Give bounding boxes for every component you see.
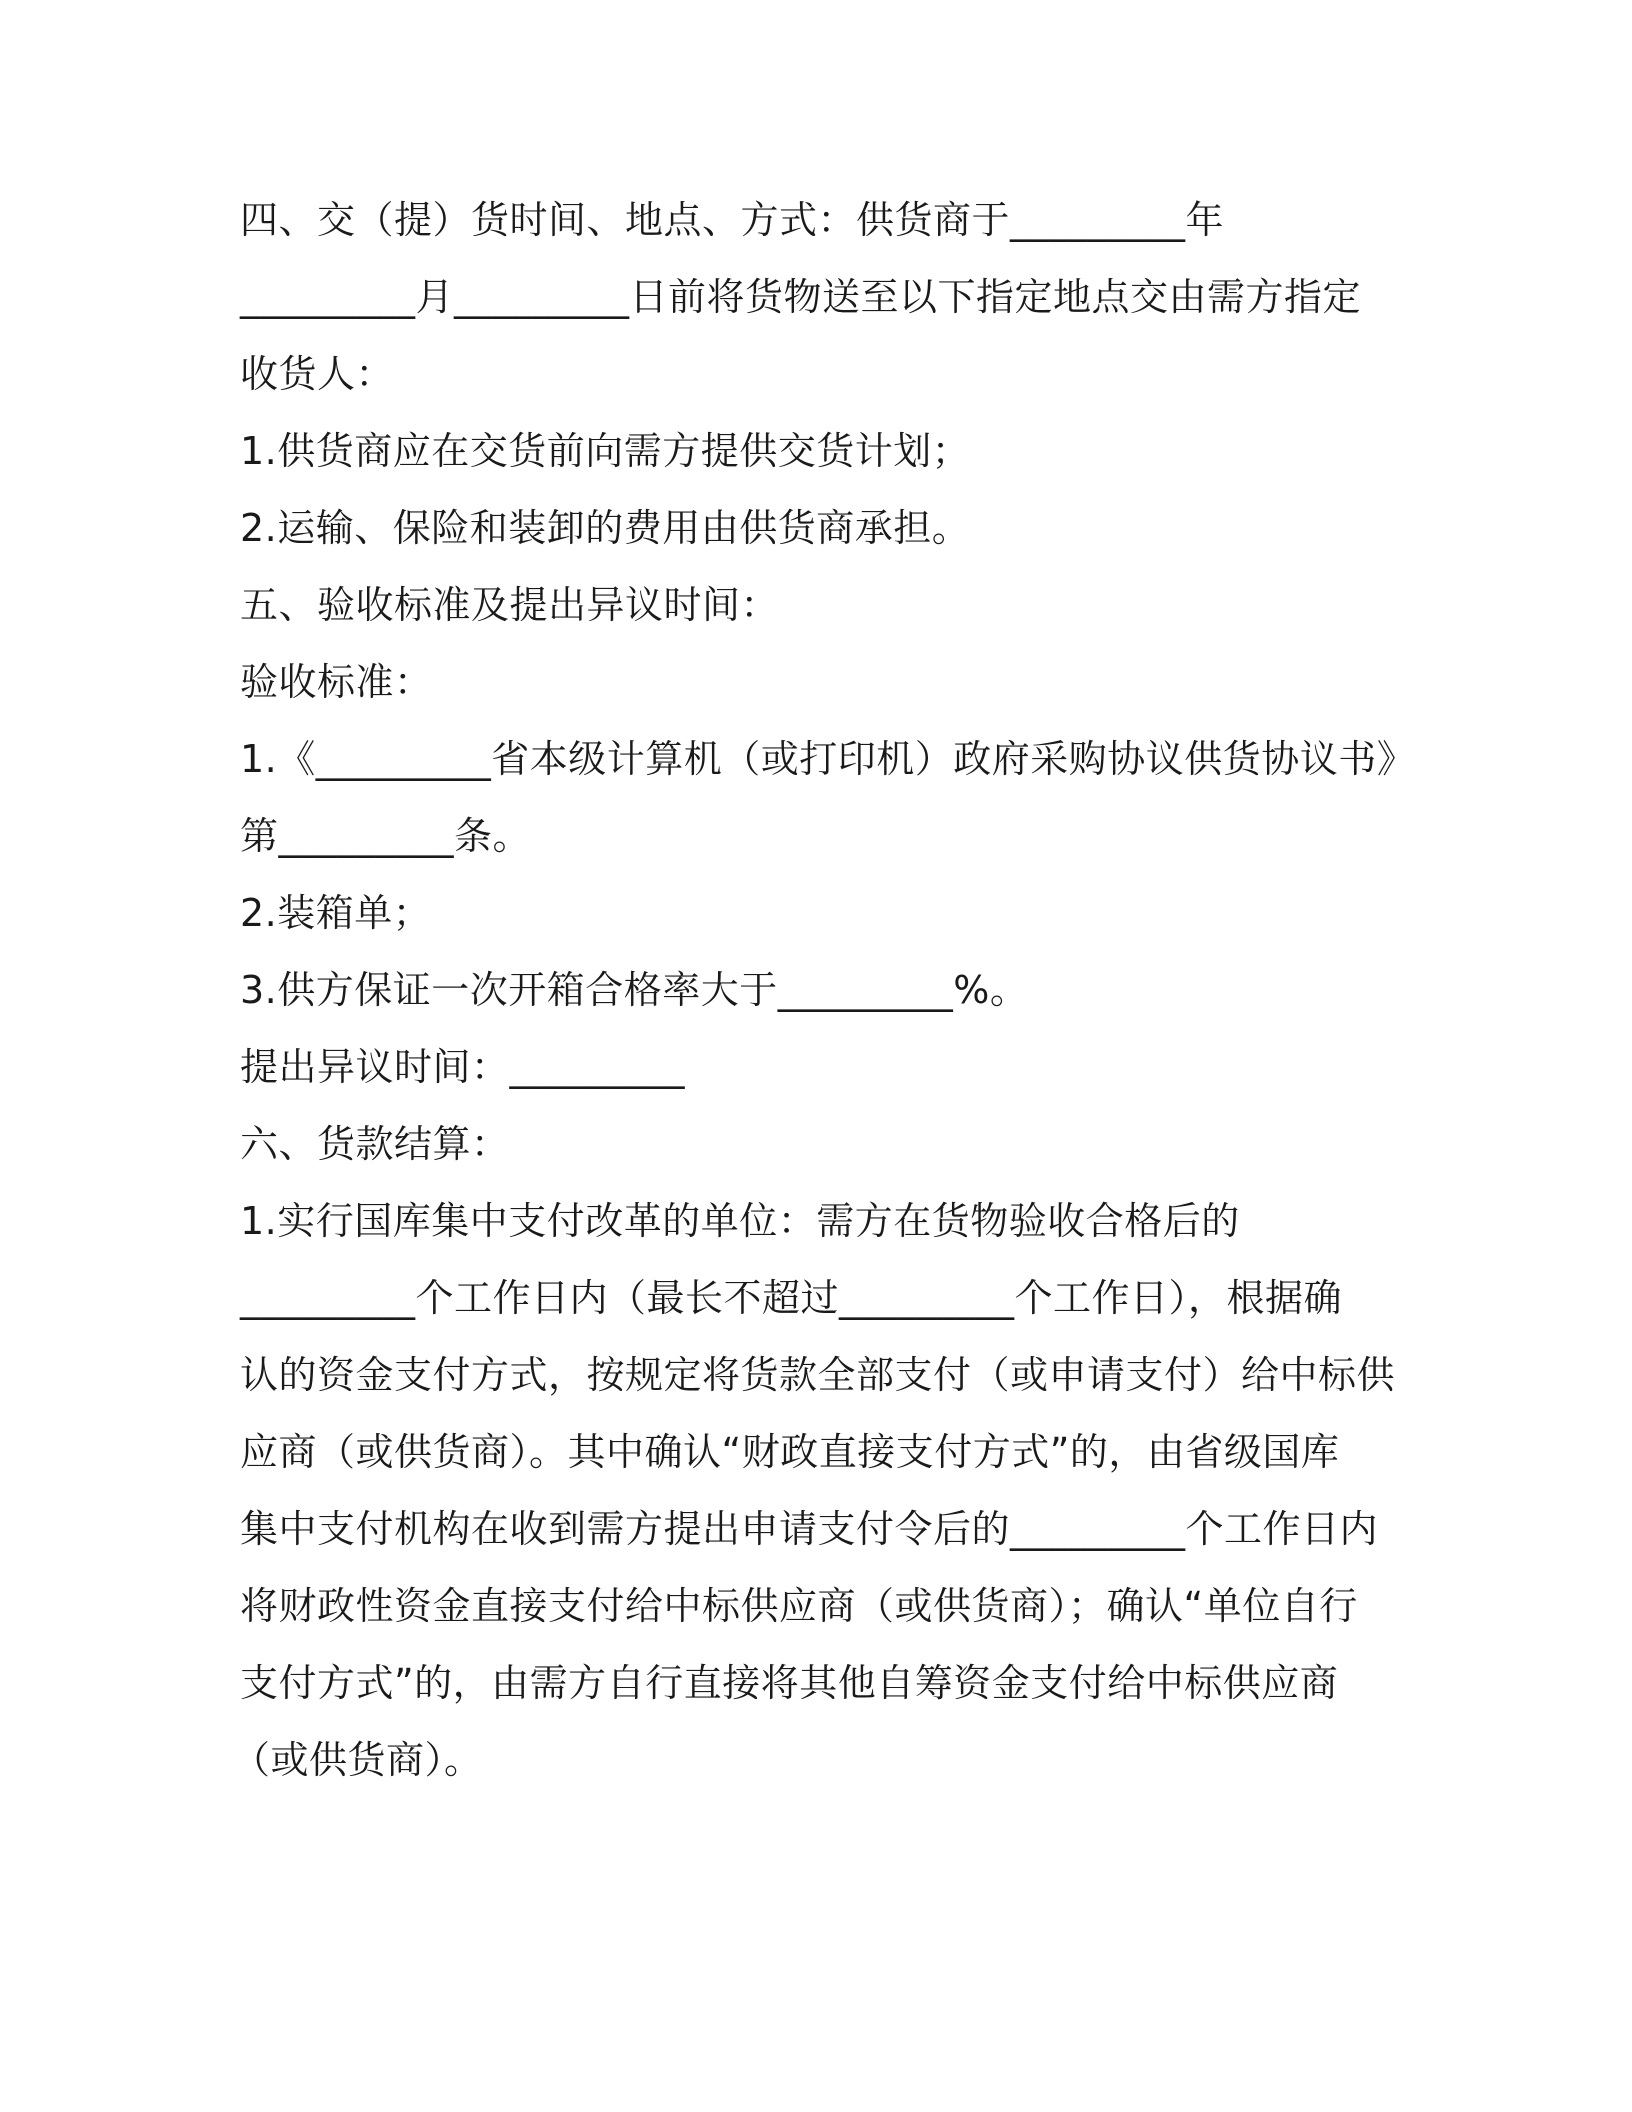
- payment-item-1-line-8: （或供货商）。: [232, 1738, 483, 1782]
- payment-item-1-line-2: _________个工作日内（最长不超过_________个工作日），根据确: [240, 1276, 1343, 1320]
- section-6-heading: 六、货款结算：: [240, 1122, 510, 1166]
- payment-item-1-line-7: 支付方式”的，由需方自行直接将其他自筹资金支付给中标供应商: [240, 1661, 1339, 1705]
- payment-item-1: 1.实行国库集中支付改革的单位：需方在货物验收合格后的: [240, 1199, 1240, 1243]
- acceptance-item-3: 3.供方保证一次开箱合格率大于_________%。: [240, 968, 1029, 1012]
- acceptance-item-2: 2.装箱单；: [240, 891, 432, 935]
- acceptance-standard-label: 验收标准：: [240, 660, 433, 704]
- delivery-receiver-line: 收货人：: [240, 352, 395, 396]
- objection-time-line: 提出异议时间：_________: [240, 1045, 686, 1089]
- acceptance-item-1: 1.《_________省本级计算机（或打印机）政府采购协议供货协议书》: [240, 737, 1416, 781]
- payment-item-1-line-4: 应商（或供货商）。其中确认“财政直接支付方式”的，由省级国库: [240, 1430, 1340, 1474]
- payment-item-1-line-6: 将财政性资金直接支付给中标供应商（或供货商）；确认“单位自行: [240, 1584, 1358, 1628]
- payment-item-1-line-5: 集中支付机构在收到需方提出申请支付令后的_________个工作日内: [240, 1507, 1379, 1551]
- payment-item-1-line-3: 认的资金支付方式，按规定将货款全部支付（或申请支付）给中标供: [240, 1353, 1396, 1397]
- section-5-heading: 五、验收标准及提出异议时间：: [240, 583, 780, 627]
- delivery-date-line: _________月_________日前将货物送至以下指定地点交由需方指定: [240, 275, 1362, 319]
- delivery-item-1: 1.供货商应在交货前向需方提供交货计划；: [240, 429, 971, 473]
- acceptance-item-1-cont: 第_________条。: [240, 814, 532, 858]
- delivery-item-2: 2.运输、保险和装卸的费用由供货商承担。: [240, 506, 971, 550]
- document-body: [232, 182, 1416, 1799]
- section-4-heading: 四、交（提）货时间、地点、方式：供货商于_________年: [240, 198, 1225, 242]
